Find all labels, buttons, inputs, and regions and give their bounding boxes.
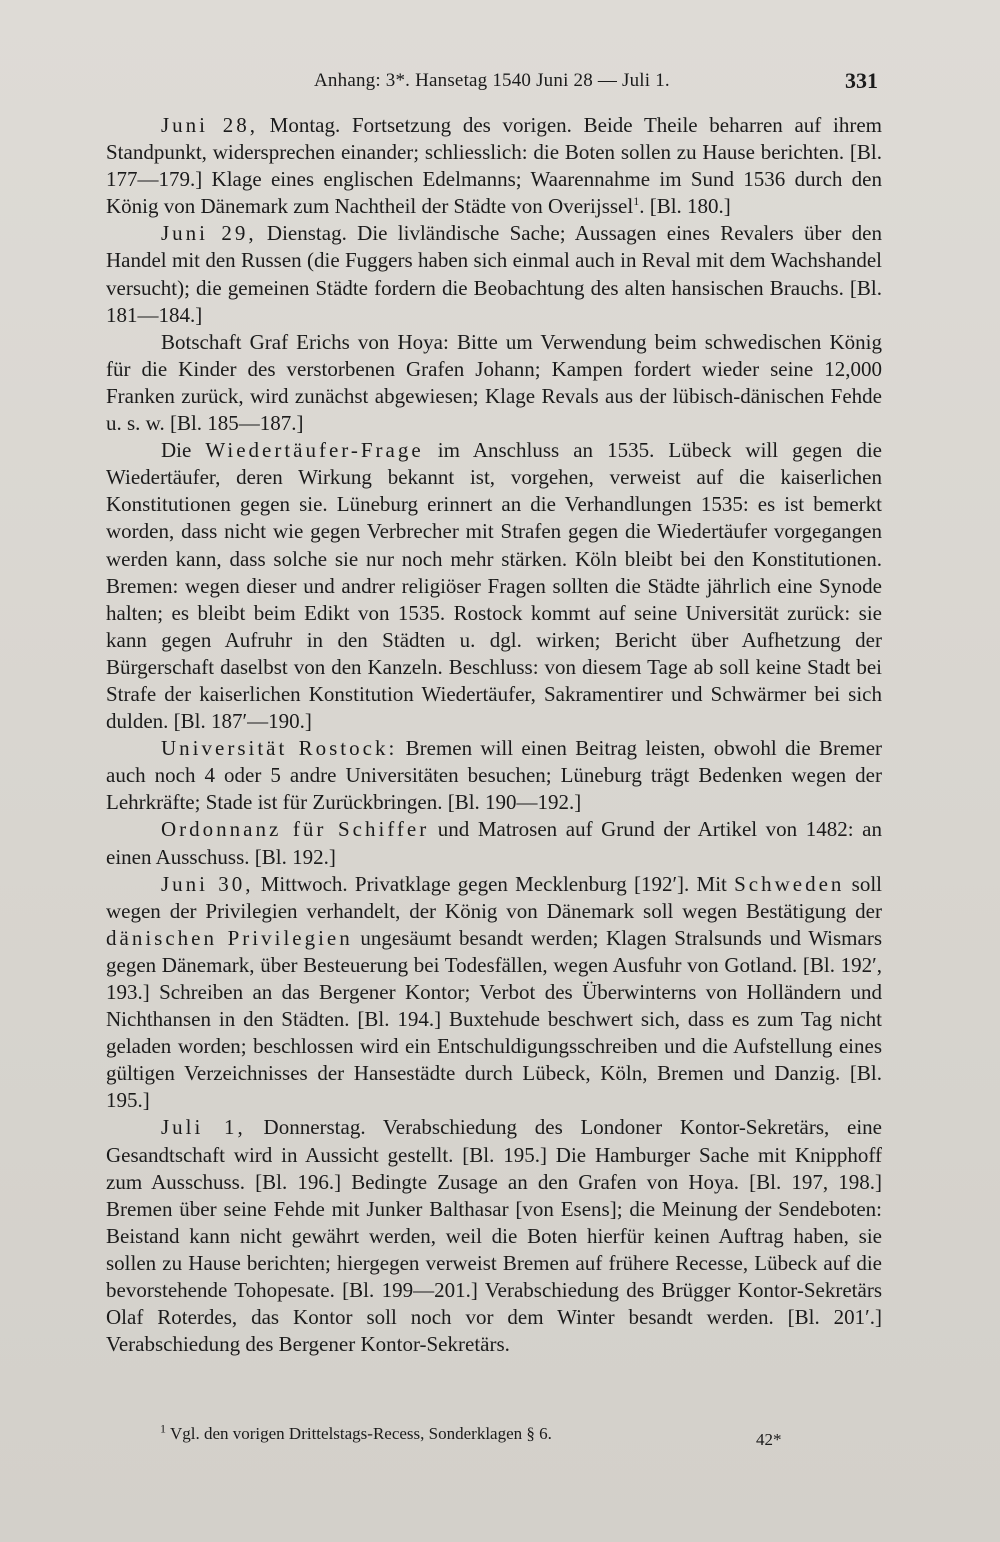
paragraph-text: im Anschluss an 1535. Lübeck will gegen die Wiedertäufer, deren Wirkung bekannt ist, vorgehen, verweist auf die kaiserlichen Konstitutionen gegen sie. Lüneburg erinnert an die Verhandlungen 1535: es ist bemerkt worden, dass nicht wie gegen Verbrecher mit Strafen gegen die Wiedertäufer vorgegangen werden kann, dass solche sie nur noch mehr stärken. Köln bleibt bei den Konstitutionen. Bremen: wegen dieser und andrer religiöser Fragen sollten die Städte jährlich eine Synode halten; es bleibt beim Edikt von 1535. Rostock kommt auf seine Universität zurück: sie kann gegen Aufruhr in den Städten u. dgl. wirken; Bericht über Aufhetzung der Bürgerschaft daselbst von den Kanzeln. Beschluss: von diesem Tage ab soll keine Stadt bei Strafe der kaiserlichen Konstitution Wiedertäufer, Sakramentirer und Schwärmer bei sich dulden. [Bl. 187′—190.]: [106, 438, 883, 734]
paragraph-text: Dienstag. Die livländische Sache; Aussagen eines Revalers über den Handel mit den Russen (die Fuggers haben sich einmal auch in Reval mit dem Wachshandel versucht); die gemeinen Städte fordern die Beobachtung des alten hansischen Brauchs. [Bl. 181—184.]: [106, 221, 882, 327]
paragraph-juli-1: [106, 1114, 882, 1358]
body-text: [106, 112, 882, 1358]
spaced-topic: Schweden: [734, 871, 845, 896]
paragraph-text-tail: . [Bl. 180.]: [639, 194, 731, 219]
running-title: Anhang: 3*. Hansetag 1540 Juni 28 — Juli 1.: [314, 70, 670, 91]
paragraph-text-intro: Die: [161, 438, 206, 463]
paragraph-ordonnanz: [106, 816, 882, 870]
footnote-text: Vgl. den vorigen Drittelstags-Recess, Sonderklagen § 6.: [166, 1424, 552, 1443]
paragraph-juni-28: [106, 112, 882, 220]
sheet-signature: 42*: [756, 1430, 782, 1449]
paragraph-universitaet: [106, 735, 882, 816]
footnote: [160, 1421, 552, 1444]
paragraph-juni-29: [106, 220, 882, 328]
spaced-topic: dänischen Privilegien: [106, 925, 353, 950]
paragraph-text: Bremen will einen Beitrag leisten, obwohl die Bremer auch noch 4 oder 5 andre Universitäten besuchen; Lüneburg trägt Bedenken wegen der Lehrkräfte; Stade ist für Zurückbringen. [Bl. 190—192.]: [106, 736, 883, 815]
date-lead: Juni 30,: [161, 871, 254, 896]
paragraph-text: und Matrosen auf Grund der Artikel von 1482: an einen Ausschuss. [Bl. 192.]: [106, 817, 882, 869]
spaced-topic: Ordonnanz für Schiffer: [161, 817, 430, 842]
paragraph-text: ungesäumt besandt werden; Klagen Stralsunds und Wismars gegen Dänemark, über Besteuerung bei Todesfällen, wegen Ausfuhr von Gotland. [Bl. 192′, 193.] Schreiben an das Bergener Kontor; Verbot des Überwinterns von Holländern und Nichthansen in den Städten. [Bl. 194.] Buxtehude beschwert sich, dass es zum Tag nicht geladen worden; beschlossen wird ein Entschuldigungsschreiben und die Aufstellung eines gültigen Verzeichnisses der Hansestädte durch Lübeck, Köln, Bremen und Danzig. [Bl. 195.]: [106, 925, 882, 1113]
spaced-topic: Wiedertäufer-Frage: [205, 438, 424, 463]
spaced-topic: Universität Rostock:: [161, 736, 398, 761]
paragraph-juni-30: [106, 871, 882, 1115]
page-number: 331: [845, 68, 878, 93]
date-lead: Juni 29,: [161, 221, 257, 246]
paragraph-text: Montag. Fortsetzung des vorigen. Beide Theile beharren auf ihrem Standpunkt, widersprechen einander; schliesslich: die Boten sollen zu Hause berichten. [Bl. 177—179.] Klage eines englischen Edelmanns; Waarennahme im Sund 1536 durch den König von Dänemark zum Nachtheil der Städte von Overijssel: [106, 113, 882, 219]
paragraph-text-part2: soll wegen der Privilegien verhandelt, der König von Dänemark soll wegen Bestätigung der: [106, 871, 882, 923]
date-lead: Juni 28,: [161, 113, 258, 137]
paragraph-text: Donnerstag. Verabschiedung des Londoner Kontor-Sekretärs, eine Gesandtschaft wird in Aussicht gestellt. [Bl. 195.] Die Hamburger Sache mit Knipphoff zum Ausschuss. [Bl. 196.] Bedingte Zusage an den Grafen von Hoya. [Bl. 197, 198.] Bremen über seine Fehde mit Junker Balthasar [von Esens]; die Meinung der Sendeboten: Beistand kann nicht gewährt werden, weil die Boten hierfür keinen Auftrag haben, sie sollen zu Hause berichten; hiergegen verweist Bremen auf frühere Recesse, Lübeck auf die bevorstehende Tohopesate. [Bl. 199—201.] Verabschiedung des Brügger Kontor-Sekretärs Olaf Roterdes, das Kontor soll noch vor dem Winter besandt werden. [Bl. 201′.] Verabschiedung des Bergener Kontor-Sekretärs.: [106, 1115, 882, 1357]
page-header: [0, 64, 1000, 100]
footnote-marker: 1: [160, 1421, 166, 1436]
paragraph-wiedertaeufer: [106, 437, 882, 735]
paragraph-text-part1: Mittwoch. Privatklage gegen Mecklenburg [192′]. Mit: [253, 871, 735, 896]
paragraph-botschaft: [106, 329, 882, 437]
paragraph-text: Botschaft Graf Erichs von Hoya: Bitte um Verwendung beim schwedischen König für die Kinder des verstorbenen Grafen Johann; Kampen fordert wieder seine 12,000 Franken zurück, wird zunächst abgewiesen; Klage Revals aus der lübisch-dänischen Fehde u. s. w. [Bl. 185—187.]: [106, 329, 882, 436]
footnote-ref: 1: [633, 194, 640, 209]
date-lead: Juli 1,: [161, 1115, 246, 1140]
